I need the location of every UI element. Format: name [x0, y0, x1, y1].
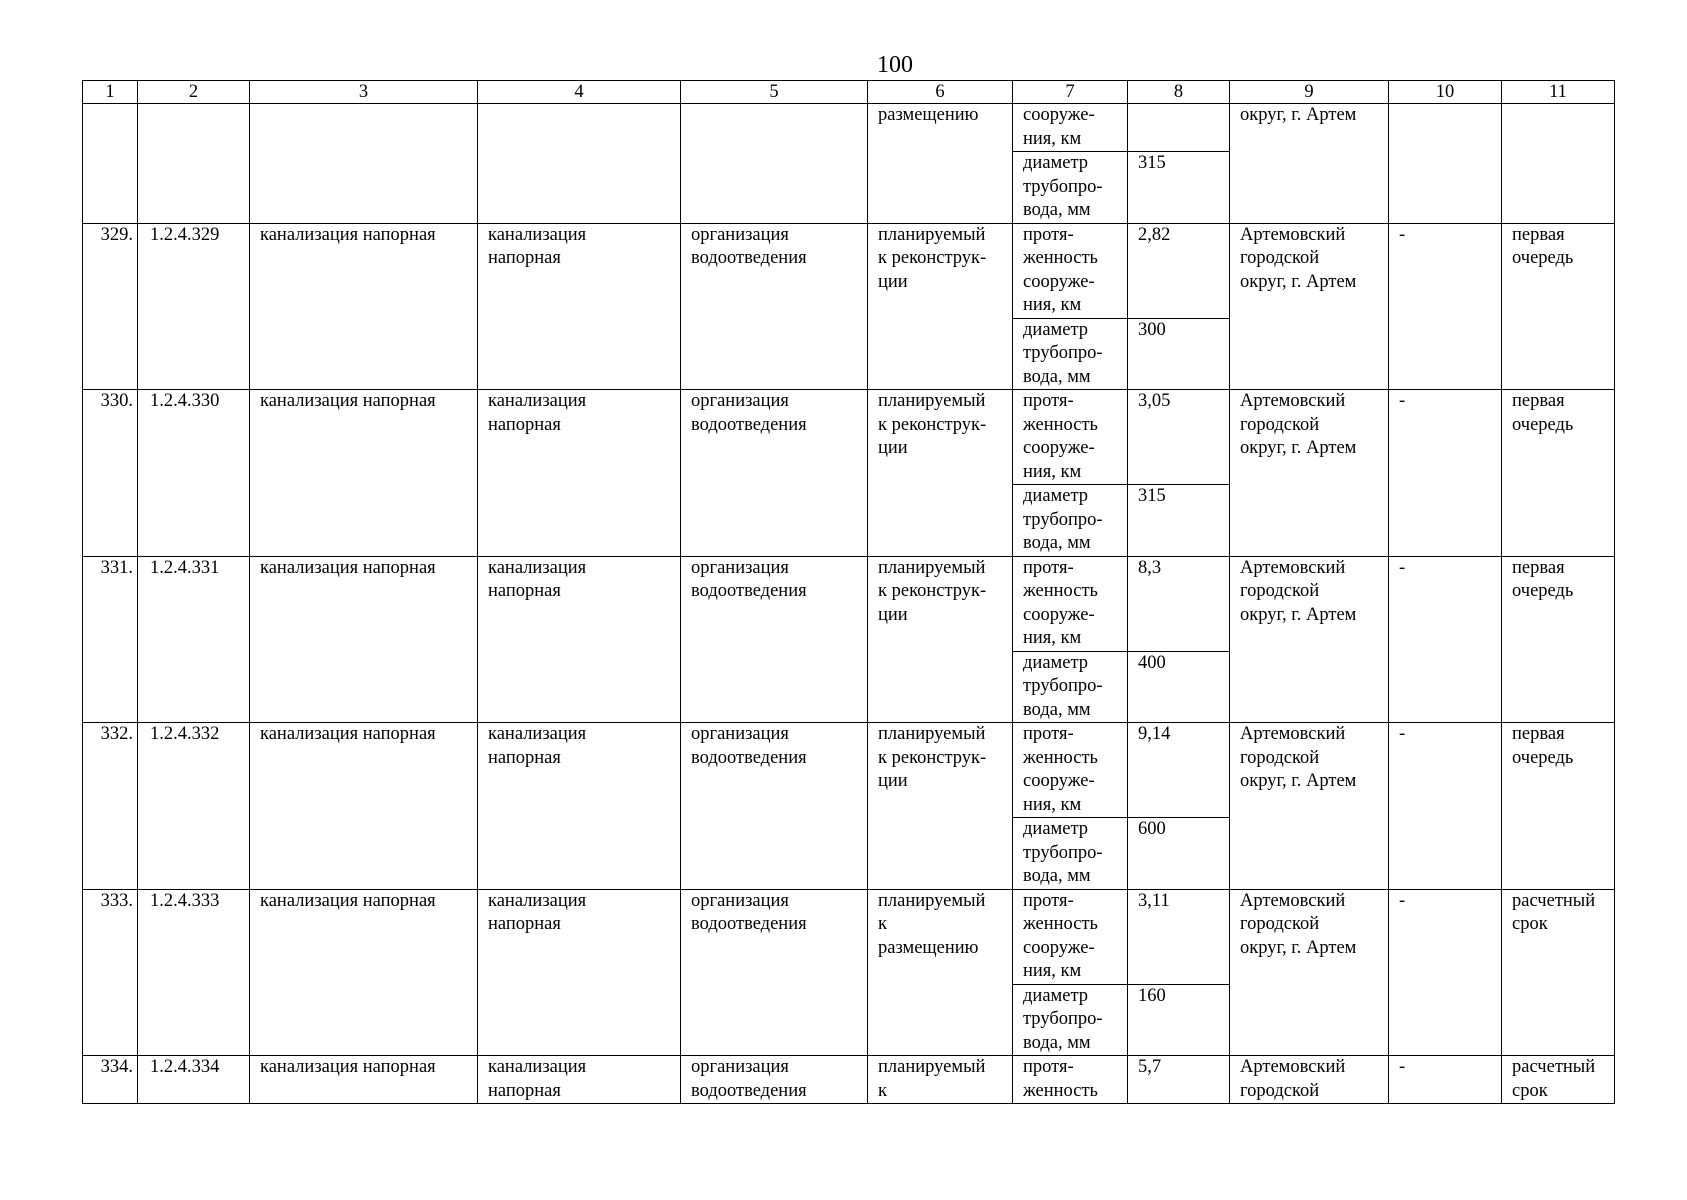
cell-length-value: 3,05	[1128, 390, 1230, 485]
cell-code: 1.2.4.334	[138, 1056, 250, 1104]
cell-purpose: организация водоотведения	[681, 723, 868, 890]
cell-diameter-label: диаметр трубопро- вода, мм	[1013, 152, 1128, 224]
cell-zone: -	[1389, 390, 1502, 557]
cell-purpose	[681, 104, 868, 224]
cell-length-label: протя- женность сооруже- ния, км	[1013, 889, 1128, 984]
cell-purpose: организация водоотведения	[681, 390, 868, 557]
cell-zone: -	[1389, 723, 1502, 890]
cell-length-label: сооруже- ния, км	[1013, 104, 1128, 152]
cell-name: канализация напорная	[250, 556, 478, 723]
cell-zone	[1389, 104, 1502, 224]
cell-code	[138, 104, 250, 224]
cell-diameter-value: 315	[1128, 485, 1230, 557]
cell-status: планируемый к реконструк- ции	[868, 390, 1013, 557]
cell-status: планируемый к реконструк- ции	[868, 223, 1013, 390]
cell-purpose: организация водоотведения	[681, 1056, 868, 1104]
cell-stage: расчетный срок	[1502, 1056, 1615, 1104]
cell-zone: -	[1389, 223, 1502, 390]
cell-number: 333.	[83, 889, 138, 1056]
cell-stage: первая очередь	[1502, 223, 1615, 390]
page-number: 100	[877, 52, 913, 78]
cell-diameter-label: диаметр трубопро- вода, мм	[1013, 984, 1128, 1056]
cell-location: Артемовский городской	[1230, 1056, 1389, 1104]
cell-length-value: 9,14	[1128, 723, 1230, 818]
cell-location: Артемовский городской округ, г. Артем	[1230, 889, 1389, 1056]
objects-table	[82, 80, 1615, 1104]
cell-name: канализация напорная	[250, 723, 478, 890]
column-number: 7	[1013, 81, 1128, 104]
cell-code: 1.2.4.330	[138, 390, 250, 557]
cell-name: канализация напорная	[250, 1056, 478, 1104]
cell-name: канализация напорная	[250, 889, 478, 1056]
cell-zone: -	[1389, 1056, 1502, 1104]
table-row	[83, 556, 1615, 651]
cell-diameter-value: 400	[1128, 651, 1230, 723]
cell-length-value: 5,7	[1128, 1056, 1230, 1104]
cell-location: Артемовский городской округ, г. Артем	[1230, 223, 1389, 390]
column-number: 11	[1502, 81, 1615, 104]
table-row	[83, 889, 1615, 984]
cell-number: 334.	[83, 1056, 138, 1104]
cell-stage: первая очередь	[1502, 390, 1615, 557]
cell-diameter-value: 300	[1128, 318, 1230, 390]
cell-code: 1.2.4.329	[138, 223, 250, 390]
cell-length-label: протя- женность сооруже- ния, км	[1013, 223, 1128, 318]
cell-length-label: протя- женность	[1013, 1056, 1128, 1104]
column-number: 4	[478, 81, 681, 104]
cell-length-label: протя- женность сооруже- ния, км	[1013, 390, 1128, 485]
cell-length-label: протя- женность сооруже- ния, км	[1013, 723, 1128, 818]
table-row	[83, 223, 1615, 318]
column-number: 3	[250, 81, 478, 104]
cell-diameter-value: 160	[1128, 984, 1230, 1056]
cell-type: канализация напорная	[478, 723, 681, 890]
cell-length-value: 2,82	[1128, 223, 1230, 318]
cell-number: 329.	[83, 223, 138, 390]
table-row	[83, 1056, 1615, 1104]
cell-length-value: 8,3	[1128, 556, 1230, 651]
cell-purpose: организация водоотведения	[681, 556, 868, 723]
table-row	[83, 723, 1615, 818]
cell-type	[478, 104, 681, 224]
cell-type: канализация напорная	[478, 889, 681, 1056]
cell-status: планируемый к размещению	[868, 889, 1013, 1056]
column-number: 5	[681, 81, 868, 104]
cell-status: размещению	[868, 104, 1013, 224]
cell-stage: расчетный срок	[1502, 889, 1615, 1056]
cell-location: Артемовский городской округ, г. Артем	[1230, 556, 1389, 723]
cell-zone: -	[1389, 889, 1502, 1056]
cell-code: 1.2.4.333	[138, 889, 250, 1056]
cell-stage: первая очередь	[1502, 556, 1615, 723]
cell-type: канализация напорная	[478, 223, 681, 390]
cell-diameter-label: диаметр трубопро- вода, мм	[1013, 485, 1128, 557]
cell-name: канализация напорная	[250, 390, 478, 557]
cell-type: канализация напорная	[478, 390, 681, 557]
cell-location: Артемовский городской округ, г. Артем	[1230, 723, 1389, 890]
column-number: 10	[1389, 81, 1502, 104]
cell-location: округ, г. Артем	[1230, 104, 1389, 224]
cell-diameter-value: 600	[1128, 818, 1230, 890]
cell-type: канализация напорная	[478, 556, 681, 723]
column-number: 2	[138, 81, 250, 104]
cell-purpose: организация водоотведения	[681, 889, 868, 1056]
cell-number	[83, 104, 138, 224]
cell-diameter-label: диаметр трубопро- вода, мм	[1013, 318, 1128, 390]
column-number: 6	[868, 81, 1013, 104]
cell-status: планируемый к	[868, 1056, 1013, 1104]
cell-status: планируемый к реконструк- ции	[868, 556, 1013, 723]
cell-location: Артемовский городской округ, г. Артем	[1230, 390, 1389, 557]
cell-length-label: протя- женность сооруже- ния, км	[1013, 556, 1128, 651]
cell-name: канализация напорная	[250, 223, 478, 390]
column-number: 9	[1230, 81, 1389, 104]
cell-stage	[1502, 104, 1615, 224]
cell-number: 332.	[83, 723, 138, 890]
column-number: 1	[83, 81, 138, 104]
cell-number: 330.	[83, 390, 138, 557]
column-number: 8	[1128, 81, 1230, 104]
cell-diameter-label: диаметр трубопро- вода, мм	[1013, 651, 1128, 723]
cell-code: 1.2.4.331	[138, 556, 250, 723]
cell-zone: -	[1389, 556, 1502, 723]
cell-length-value	[1128, 104, 1230, 152]
cell-type: канализация напорная	[478, 1056, 681, 1104]
cell-diameter-value: 315	[1128, 152, 1230, 224]
cell-purpose: организация водоотведения	[681, 223, 868, 390]
cell-name	[250, 104, 478, 224]
cell-status: планируемый к реконструк- ции	[868, 723, 1013, 890]
cell-number: 331.	[83, 556, 138, 723]
cell-length-value: 3,11	[1128, 889, 1230, 984]
column-numbers-row	[83, 81, 1615, 104]
table-row	[83, 390, 1615, 485]
cell-diameter-label: диаметр трубопро- вода, мм	[1013, 818, 1128, 890]
continued-row	[83, 104, 1615, 152]
cell-stage: первая очередь	[1502, 723, 1615, 890]
cell-code: 1.2.4.332	[138, 723, 250, 890]
